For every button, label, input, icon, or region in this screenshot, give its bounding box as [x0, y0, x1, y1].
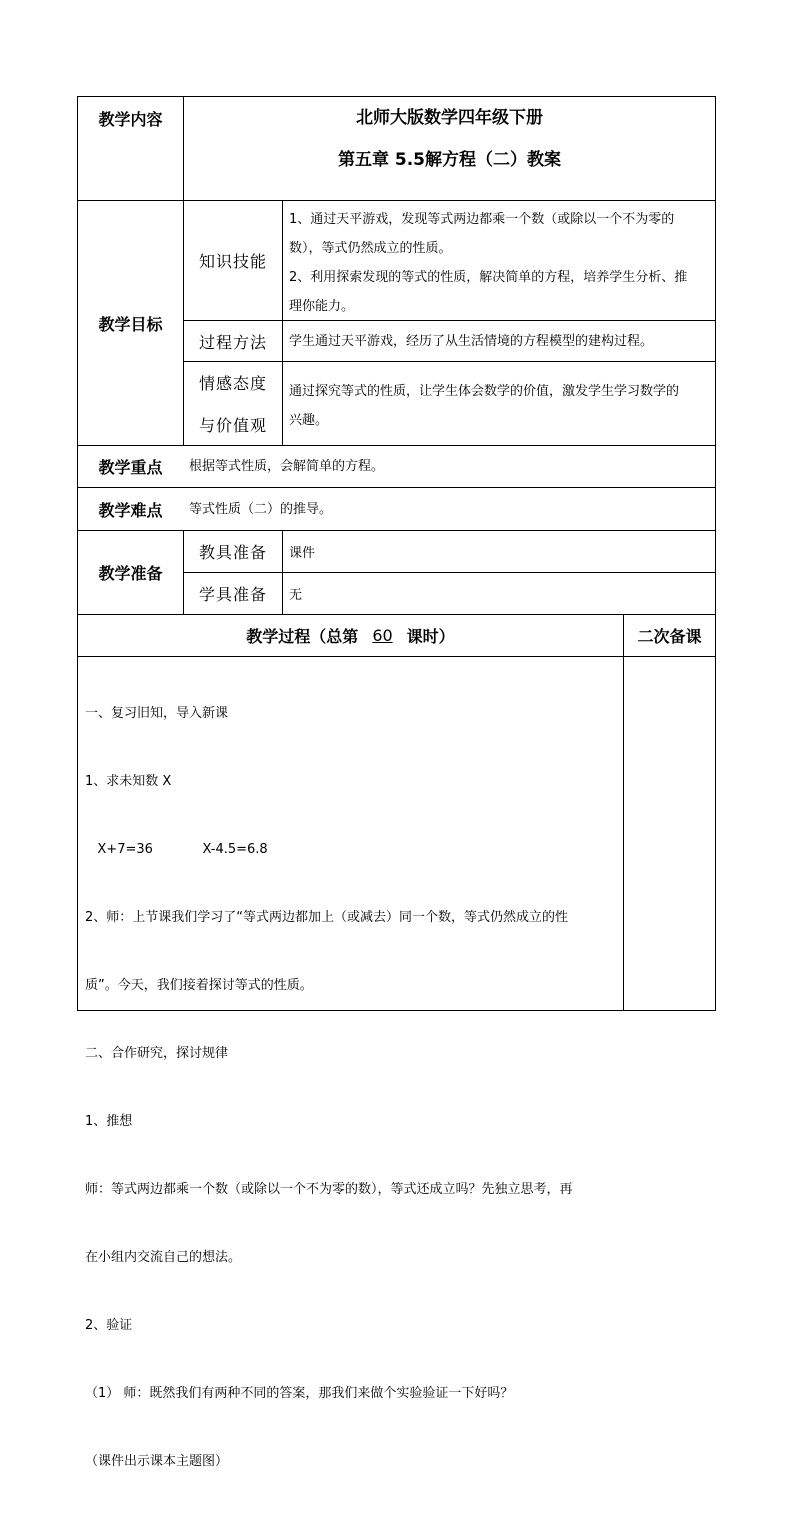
process-heading: [78, 615, 623, 656]
process-line: 在小组内交流自己的想法。: [85, 1250, 242, 1265]
knowledge-line: 1、通过天平游戏，发现等式两边都乘一个数（或除以一个不为零的: [289, 212, 675, 227]
process-body: [85, 661, 621, 1469]
table-border-right: [715, 96, 716, 1011]
process-method-text: 学生通过天平游戏，经历了从生活情境的方程模型的建构过程。: [289, 333, 654, 349]
lesson-number: 60: [372, 626, 393, 645]
process-line: 一、复习旧知，导入新课: [85, 706, 229, 721]
attitude-label-line1: 情感态度: [198, 373, 267, 393]
teacher-prep-label: 教具准备: [198, 543, 267, 562]
attitude-line: 兴趣。: [289, 413, 329, 428]
preparation-label: 教学准备: [98, 564, 163, 583]
row-divider: [183, 361, 716, 362]
student-prep-value: 无: [289, 588, 303, 603]
process-line: 1、求未知数 X: [85, 774, 172, 789]
process-method-label: 过程方法: [198, 332, 267, 352]
teacher-prep-value: 课件: [289, 546, 316, 561]
student-prep-label: 学具准备: [198, 585, 267, 604]
process-line: 二、合作研究，探讨规律: [85, 1046, 229, 1061]
knowledge-line: 2、利用探索发现的等式的性质，解决简单的方程，培养学生分析、推: [289, 270, 688, 285]
process-line: 师：等式两边都乘一个数（或除以一个不为零的数），等式还成立吗？先独立思考，再: [85, 1182, 573, 1197]
knowledge-line: 数），等式仍然成立的性质。: [289, 241, 452, 256]
key-point-label: 教学重点: [98, 458, 163, 477]
objectives-label: 教学目标: [98, 314, 163, 334]
process-line: （课件出示课本主题图）: [85, 1454, 229, 1469]
document-subtitle: 第五章 5.5解方程（二）教案: [337, 150, 562, 170]
attitude-label-line2: 与价值观: [198, 415, 267, 435]
difficulty-label: 教学难点: [98, 500, 163, 520]
attitude-line: 通过探究等式的性质，让学生体会数学的价值，激发学生学习数学的: [289, 384, 680, 399]
process-line: 质”。今天，我们接着探讨等式的性质。: [85, 978, 313, 993]
process-heading-prefix: 教学过程（总第: [246, 627, 359, 646]
process-heading-suffix: 课时）: [406, 627, 455, 646]
column-divider: [623, 614, 624, 1011]
attitude-text: [283, 377, 715, 437]
process-line: （1） 师：既然我们有两种不同的答案，那我们来做个实验验证一下好吗？: [85, 1386, 514, 1401]
process-line: X+7=36 X-4.5=6.8: [85, 842, 268, 857]
row-divider: [77, 656, 716, 657]
content-label: 教学内容: [98, 109, 163, 129]
process-line: 1、推想: [85, 1114, 133, 1129]
knowledge-line: 理你能力。: [289, 299, 355, 314]
process-line: 2、验证: [85, 1318, 133, 1333]
knowledge-text: [283, 205, 715, 320]
document-title: 北师大版数学四年级下册: [356, 108, 543, 128]
difficulty-text: 等式性质（二）的推导。: [189, 501, 333, 517]
key-point-text: 根据等式性质，会解简单的方程。: [189, 459, 385, 474]
second-prep-label: 二次备课: [637, 627, 702, 646]
process-line: 2、师：上节课我们学习了“等式两边都加上（或减去）同一个数，等式仍然成立的性: [85, 910, 569, 925]
knowledge-label: 知识技能: [198, 252, 267, 271]
